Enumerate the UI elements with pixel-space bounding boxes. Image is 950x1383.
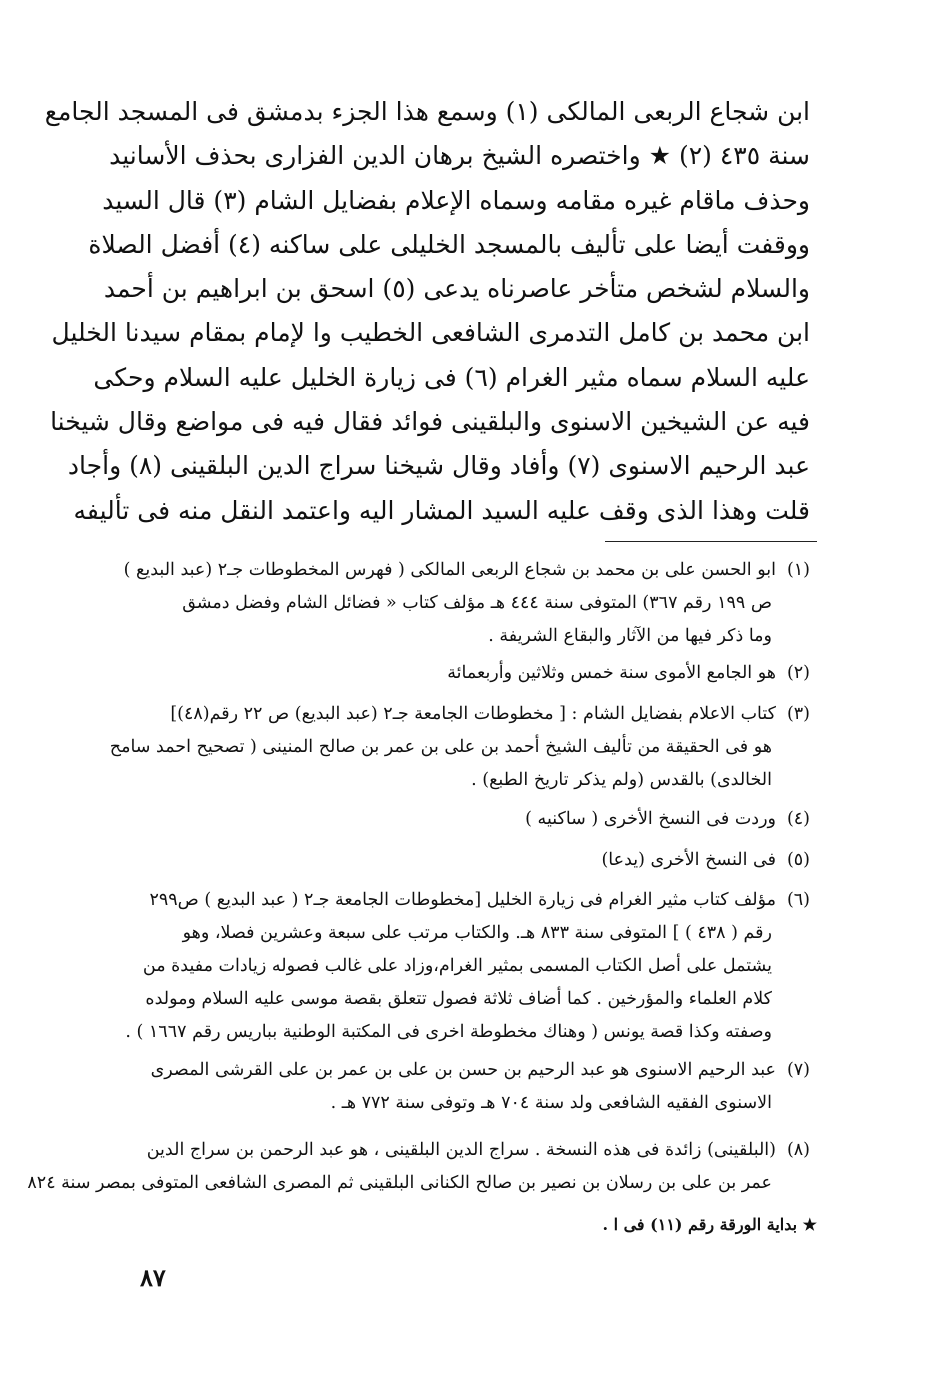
footnote-text: وصفته وكذا قصة يونس ( وهناك مخطوطة اخرى فى المكتبة الوطنية بباريس رقم ١٦٦٧ ) .	[125, 1022, 772, 1042]
footnote-text: الاسنوى الفقيه الشافعى ولد سنة ٧٠٤ هـ وتوفى سنة ٧٧٢ هـ .	[330, 1093, 772, 1113]
footnote-text: عبد الرحيم الاسنوى هو عبد الرحيم بن حسن بن على بن عمر بن على القرشى المصرى	[150, 1060, 776, 1080]
footnote-text: كلام العلماء والمؤرخين . كما أضاف ثلاثة فصول تتعلق بقصة موسى عليه السلام ومولده	[145, 989, 772, 1009]
footnote-line	[130, 1054, 810, 1087]
footnote-number: (٣)	[786, 704, 810, 724]
footnote-line	[130, 698, 810, 731]
footnote-text: (البلقينى) زائدة فى هذه النسخة . سراج الدين البلقينى ، هو عبد الرحمن بن سراج الدين	[146, 1140, 776, 1160]
main-text-line: عبد الرحيم الاسنوى (٧) وأفاد وقال شيخنا سراج الدين البلقينى (٨) وأجاد	[67, 451, 810, 481]
main-text-line: ووقفت أيضا على تأليف بالمسجد الخليلى على ساكنه (٤) أفضل الصلاة	[88, 229, 810, 259]
footnote-text: فى النسخ الأخرى (يدعا)	[601, 850, 776, 870]
footnote	[125, 884, 810, 1049]
footnote-line	[130, 844, 810, 877]
footnote-separator	[605, 541, 817, 542]
folio-note: ★ بداية الورقة رقم (١١) فى ا .	[602, 1215, 817, 1234]
footnote	[27, 1134, 810, 1200]
main-text-line: قلت وهذا الذى وقف عليه السيد المشار اليه واعتمد النقل منه فى تأليفه	[73, 495, 810, 525]
footnote-line	[130, 620, 810, 653]
footnote-line	[130, 884, 810, 917]
footnote-text: ص ١٩٩ رقم ٣٦٧) المتوفى سنة ٤٤٤ هـ مؤلف كتاب « فضائل الشام وفضل دمشق	[182, 593, 772, 613]
footnote-line	[27, 1167, 810, 1200]
footnote-text: كتاب الاعلام بفضايل الشام : [ مخطوطات الجامعة جـ٢ (عبد البديع) ص ٢٢ رقم(٤٨)]	[170, 704, 776, 724]
footnote-line	[125, 1016, 810, 1049]
footnote-number: (٨)	[786, 1140, 810, 1160]
footnote-line	[130, 983, 810, 1016]
footnote-text: ابو الحسن على بن محمد بن شجاع الربعى المالكى ( فهرس المخطوطات جـ٢ (عبد البديع )	[123, 560, 776, 580]
footnote-line	[130, 917, 810, 950]
footnote-line	[130, 803, 810, 836]
main-text-line: سنة ٤٣٥ (٢) ★ واختصره الشيخ برهان الدين الفزارى بحذف الأسانيد	[109, 141, 810, 171]
footnote-number: (٦)	[786, 890, 810, 910]
footnote	[123, 554, 810, 653]
footnote	[130, 844, 810, 877]
footnote-text: هو فى الحقيقة من تأليف الشيخ أحمد بن على بن عمر بن صالح المنينى ( تصحيح احمد سامح	[109, 737, 772, 757]
footnote-text: وردت فى النسخ الأخرى ( ساكنيه )	[525, 809, 776, 829]
main-text-line: عليه السلام سماه مثير الغرام (٦) فى زيارة الخليل عليه السلام وحكى	[93, 362, 810, 392]
footnote-line	[109, 731, 810, 764]
footnote-number: (٤)	[786, 809, 810, 829]
footnote-text: الخالدى) بالقدس (ولم يذكر تاريخ الطبع) .	[471, 770, 772, 790]
footnote-number: (٥)	[786, 850, 810, 870]
footnote-text: رقم ( ٤٣٨ ) ] المتوفى سنة ٨٣٣ هـ. والكتاب مرتب على سبعة وعشرين فصلا، وهو	[182, 923, 772, 943]
footnote-line	[130, 587, 810, 620]
page-number: ٨٧	[140, 1263, 166, 1292]
footnote	[130, 803, 810, 836]
main-text-line: فيه عن الشيخين الاسنوى والبلقينى فوائد فقال فيه فى مواضع وقال شيخنا	[50, 407, 810, 437]
footnote-text: وما ذكر فيها من الآثار والبقاع الشريفة .	[488, 626, 772, 646]
footnote-number: (١)	[786, 560, 810, 580]
main-text-block	[44, 90, 810, 533]
footnote-text: عمر بن على بن رسلان بن نصير بن صالح الكنانى البلقينى ثم المصرى الشافعى المتوفى بمصر سنة ٨٢٤	[27, 1173, 772, 1193]
main-text-line: ابن شجاع الربعى المالكى (١) وسمع هذا الجزء بدمشق فى المسجد الجامع	[44, 97, 810, 126]
footnote-line	[130, 764, 810, 797]
footnote	[130, 1054, 810, 1120]
main-text-line: وحذف ماقام غيره مقامه وسماه الإعلام بفضايل الشام (٣) قال السيد	[102, 185, 810, 215]
footnote-line	[130, 1087, 810, 1120]
main-text-line: والسلام لشخص متأخر عاصرناه يدعى (٥) اسحق بن ابراهيم بن أحمد	[103, 274, 810, 304]
footnote-number: (٢)	[786, 663, 810, 683]
footnote-line	[130, 657, 810, 690]
footnote-line	[123, 554, 810, 587]
footnote	[130, 657, 810, 690]
footnote	[109, 698, 810, 797]
footnote-text: مؤلف كتاب مثير الغرام فى زيارة الخليل [مخطوطات الجامعة جـ٢ ( عبد البديع ) ص٢٩٩	[149, 890, 776, 910]
footnote-text: يشتمل على أصل الكتاب المسمى بمثير الغرام،وزاد على غالب فصوله زيادات مفيدة من	[142, 956, 772, 976]
main-text-line: ابن محمد بن كامل التدمرى الشافعى الخطيب وا لإمام بمقام سيدنا الخليل	[51, 318, 810, 348]
footnote-text: هو الجامع الأموى سنة خمس وثلاثين وأربعمائة	[447, 663, 776, 683]
footnote-line	[130, 1134, 810, 1167]
footnote-line	[130, 950, 810, 983]
footnote-number: (٧)	[786, 1060, 810, 1080]
